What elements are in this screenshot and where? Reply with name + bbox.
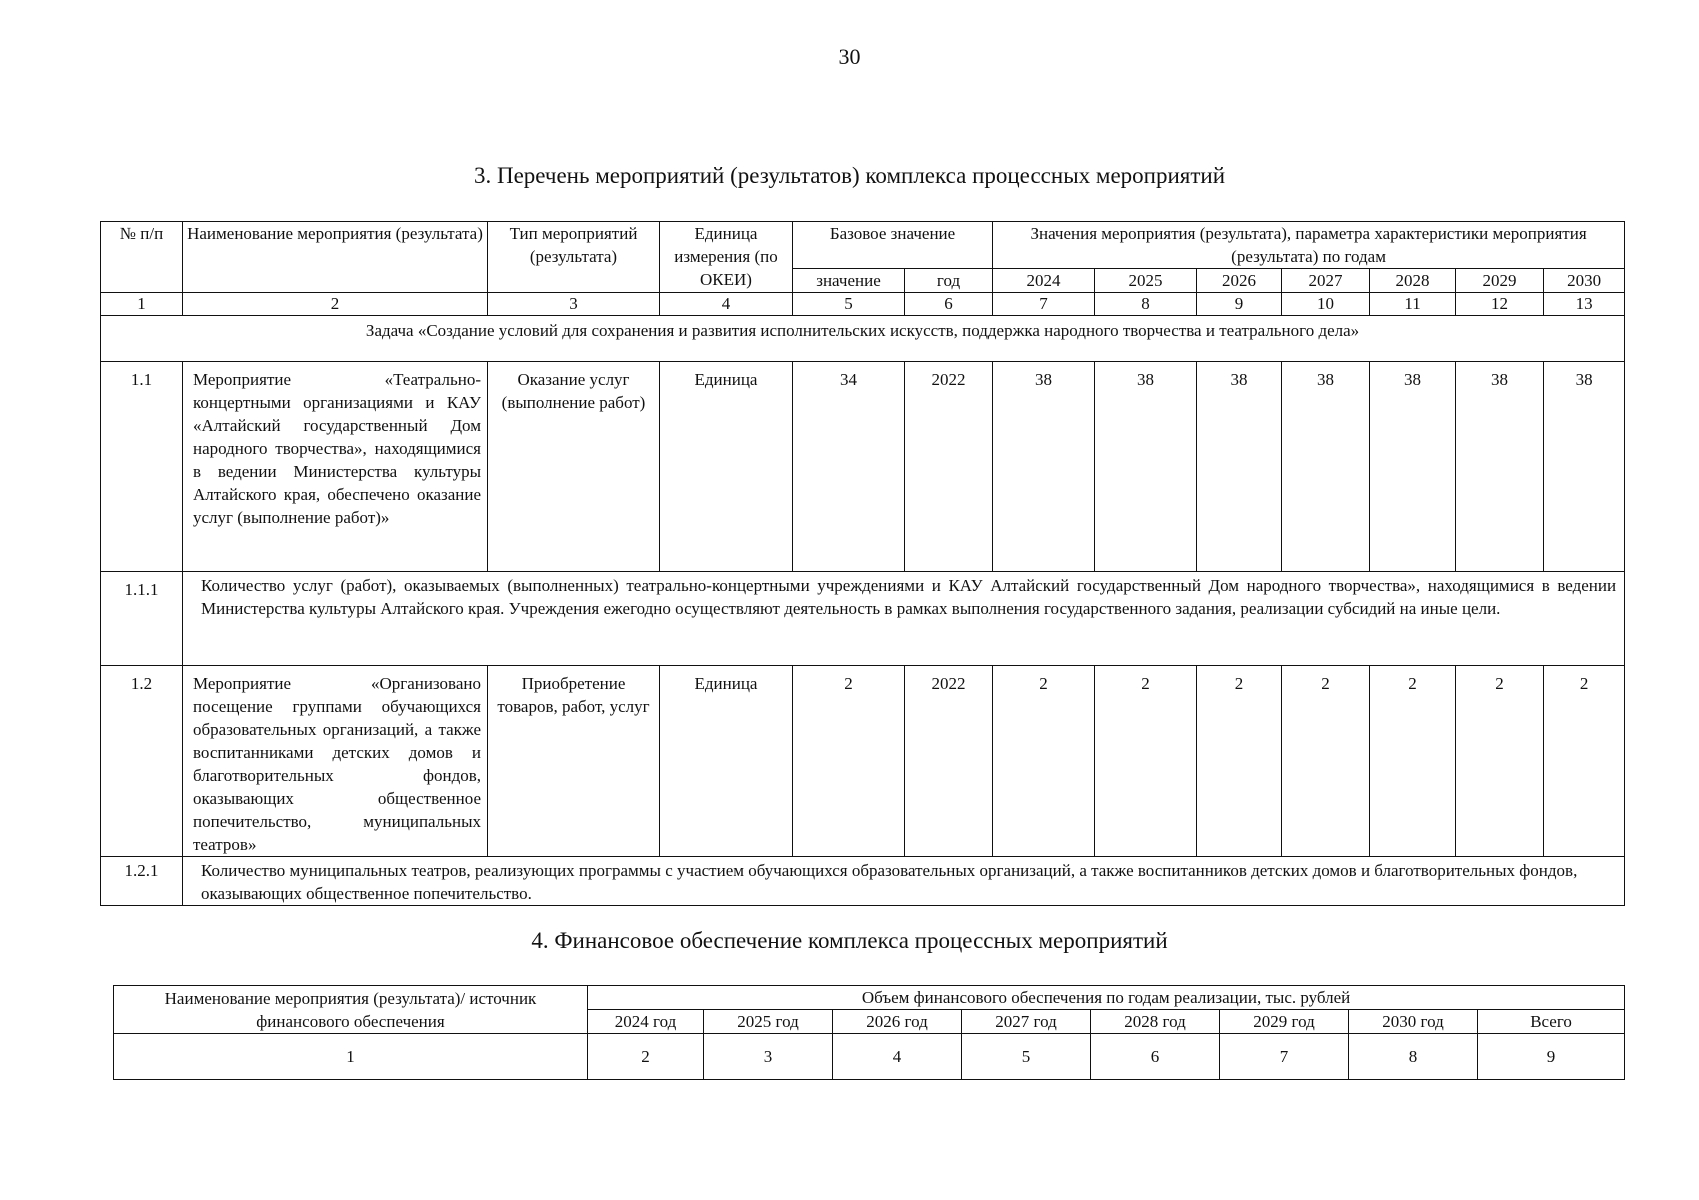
col-number: 12 bbox=[1456, 293, 1544, 316]
task-row: Задача «Создание условий для сохранения и развития исполнительских искусств, поддержка народного творчества и театрального дела» bbox=[101, 316, 1625, 362]
section3-title: 3. Перечень мероприятий (результатов) комплекса процессных мероприятий bbox=[473, 163, 1226, 188]
row-name: Мероприятие «Театрально-концертными организациями и КАУ «Алтайский государственный Дом народного творчества», находящимися в ведении Министерства культуры Алтайского края, обеспечено оказание услуг (выполнение работ)» bbox=[183, 362, 488, 572]
finance-header-year: 2027 год bbox=[962, 1010, 1091, 1034]
row-base-year: 2022 bbox=[905, 666, 993, 857]
finance-col-number: 5 bbox=[962, 1034, 1091, 1080]
finance-col-number: 1 bbox=[114, 1034, 588, 1080]
finance-col-number: 7 bbox=[1220, 1034, 1349, 1080]
header-type: Тип мероприятий (результата) bbox=[488, 222, 660, 293]
row-value: 2 bbox=[1282, 666, 1370, 857]
activities-table bbox=[100, 221, 1625, 906]
col-number: 4 bbox=[660, 293, 793, 316]
row-name: Мероприятие «Организовано посещение группами обучающихся образовательных организаций, а также воспитанниками детских домов и благотворительных фондов, оказывающих общественное попечительство, муниципальных театров» bbox=[183, 666, 488, 857]
row-base-year: 2022 bbox=[905, 362, 993, 572]
row-value: 2 bbox=[1456, 666, 1544, 857]
finance-header-year: 2029 год bbox=[1220, 1010, 1349, 1034]
row-value: 38 bbox=[1544, 362, 1625, 572]
col-number: 5 bbox=[793, 293, 905, 316]
row-value: 38 bbox=[1197, 362, 1282, 572]
finance-header-year: 2028 год bbox=[1091, 1010, 1220, 1034]
table-row bbox=[101, 362, 1625, 572]
row-value: 2 bbox=[1544, 666, 1625, 857]
col-number: 10 bbox=[1282, 293, 1370, 316]
row-type: Оказание услуг (выполнение работ) bbox=[488, 362, 660, 572]
header-base-year: год bbox=[905, 269, 993, 293]
finance-header-name: Наименование мероприятия (результата)/ источник финансового обеспечения bbox=[114, 986, 588, 1034]
finance-header-year: 2026 год bbox=[833, 1010, 962, 1034]
finance-header-year: 2030 год bbox=[1349, 1010, 1478, 1034]
header-num: № п/п bbox=[101, 222, 183, 293]
header-year: 2025 bbox=[1095, 269, 1197, 293]
row-base-value: 2 bbox=[793, 666, 905, 857]
row-value: 2 bbox=[1197, 666, 1282, 857]
finance-header-total: Всего bbox=[1478, 1010, 1625, 1034]
finance-header-year: 2025 год bbox=[704, 1010, 833, 1034]
finance-col-number: 9 bbox=[1478, 1034, 1625, 1080]
row-description: Количество услуг (работ), оказываемых (выполненных) театрально-концертными учреждениями и КАУ Алтайский государственный Дом народного творчества», находящимися в ведении Министерства культуры Алтайского края. Учреждения ежегодно осуществляют деятельность в рамках выполнения государственного задания, реализации субсидий на иные цели. bbox=[183, 572, 1625, 666]
row-base-value: 34 bbox=[793, 362, 905, 572]
row-num: 1.2.1 bbox=[101, 857, 183, 906]
finance-header-volume: Объем финансового обеспечения по годам реализации, тыс. рублей bbox=[588, 986, 1625, 1010]
header-year: 2024 bbox=[993, 269, 1095, 293]
header-base-value: значение bbox=[793, 269, 905, 293]
header-year: 2026 bbox=[1197, 269, 1282, 293]
finance-col-number: 6 bbox=[1091, 1034, 1220, 1080]
col-number: 1 bbox=[101, 293, 183, 316]
finance-header-year: 2024 год bbox=[588, 1010, 704, 1034]
col-number: 3 bbox=[488, 293, 660, 316]
col-number: 13 bbox=[1544, 293, 1625, 316]
row-value: 38 bbox=[1282, 362, 1370, 572]
row-num: 1.2 bbox=[101, 666, 183, 857]
row-num: 1.1.1 bbox=[101, 572, 183, 666]
col-number: 7 bbox=[993, 293, 1095, 316]
finance-col-number: 8 bbox=[1349, 1034, 1478, 1080]
finance-table bbox=[113, 985, 1625, 1080]
row-value: 2 bbox=[1095, 666, 1197, 857]
col-number: 6 bbox=[905, 293, 993, 316]
row-value: 38 bbox=[1095, 362, 1197, 572]
header-values: Значения мероприятия (результата), параметра характеристики мероприятия (результата) по годам bbox=[993, 222, 1625, 269]
row-unit: Единица bbox=[660, 362, 793, 572]
row-value: 2 bbox=[1370, 666, 1456, 857]
table-row bbox=[101, 666, 1625, 857]
row-type: Приобретение товаров, работ, услуг bbox=[488, 666, 660, 857]
table-row bbox=[101, 572, 1625, 666]
col-number: 11 bbox=[1370, 293, 1456, 316]
row-unit: Единица bbox=[660, 666, 793, 857]
finance-col-number: 2 bbox=[588, 1034, 704, 1080]
table-row bbox=[101, 857, 1625, 906]
col-number: 2 bbox=[183, 293, 488, 316]
finance-col-number: 3 bbox=[704, 1034, 833, 1080]
row-value: 38 bbox=[1370, 362, 1456, 572]
finance-col-number: 4 bbox=[833, 1034, 962, 1080]
header-unit: Единица измерения (по ОКЕИ) bbox=[660, 222, 793, 293]
header-year: 2029 bbox=[1456, 269, 1544, 293]
row-value: 38 bbox=[1456, 362, 1544, 572]
header-name: Наименование мероприятия (результата) bbox=[183, 222, 488, 293]
row-value: 38 bbox=[993, 362, 1095, 572]
header-year: 2030 bbox=[1544, 269, 1625, 293]
row-num: 1.1 bbox=[101, 362, 183, 572]
header-year: 2027 bbox=[1282, 269, 1370, 293]
col-number: 8 bbox=[1095, 293, 1197, 316]
header-base: Базовое значение bbox=[793, 222, 993, 269]
col-number: 9 bbox=[1197, 293, 1282, 316]
row-value: 2 bbox=[993, 666, 1095, 857]
row-description: Количество муниципальных театров, реализующих программы с участием обучающихся образовательных организаций, а также воспитанников детских домов и благотворительных фондов, оказывающих общественное попечительство. bbox=[183, 857, 1625, 906]
page-number: 30 bbox=[838, 44, 861, 69]
section4-title: 4. Финансовое обеспечение комплекса процессных мероприятий bbox=[531, 928, 1168, 953]
header-year: 2028 bbox=[1370, 269, 1456, 293]
